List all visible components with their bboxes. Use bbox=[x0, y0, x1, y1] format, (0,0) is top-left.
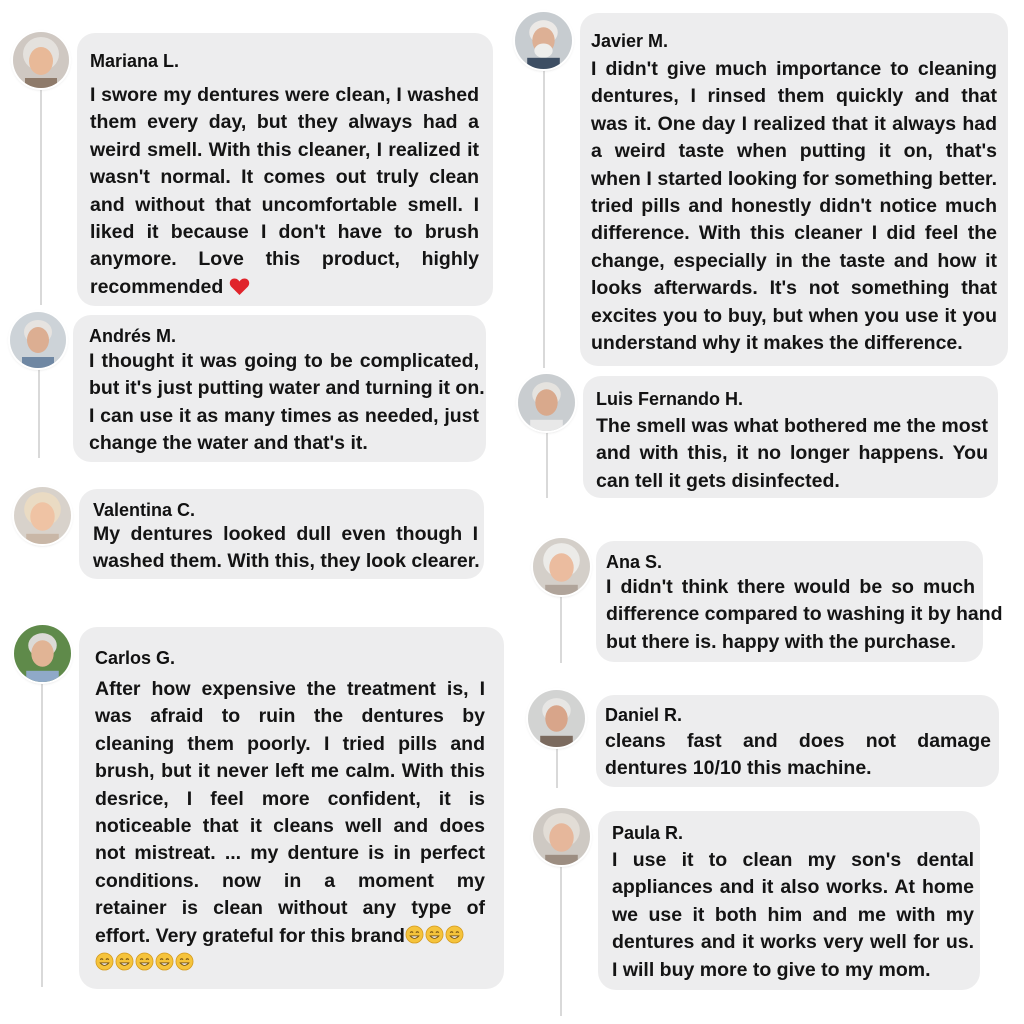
reviewer-name[interactable]: Javier M. bbox=[591, 31, 669, 51]
review-line: change the water and that's it. bbox=[89, 432, 368, 455]
review-line: but it's just putting water and turning it on. bbox=[89, 377, 485, 400]
reviewer-avatar[interactable] bbox=[13, 32, 69, 88]
review-text bbox=[95, 676, 485, 977]
smiling-face-emoji bbox=[445, 925, 464, 944]
review-line: cleans fast and does not damage bbox=[605, 730, 991, 752]
reviewer-avatar[interactable] bbox=[528, 690, 585, 747]
reviewer-name[interactable]: Andrés M. bbox=[89, 326, 177, 346]
review-line: dentures 10/10 this machine. bbox=[605, 757, 872, 780]
review-line: understand why it makes the difference. bbox=[591, 332, 963, 355]
elderly-woman-icon bbox=[533, 538, 590, 595]
elderly-man-icon bbox=[14, 625, 71, 682]
review-line bbox=[90, 274, 479, 304]
reviewer-avatar[interactable] bbox=[10, 312, 66, 368]
thread-line bbox=[41, 682, 43, 987]
review-card bbox=[77, 33, 493, 306]
review-line: conditions. now in a moment my bbox=[95, 869, 485, 892]
review-line: desrice, I feel more confident, it is bbox=[95, 787, 485, 810]
review-text bbox=[596, 413, 988, 495]
review-line: I swore my dentures were clean, I washed bbox=[90, 84, 479, 106]
review-line: I use it to clean my son's dental bbox=[612, 849, 974, 871]
review-line: was afraid to ruin the dentures by bbox=[95, 705, 485, 728]
review-line: was it. One day I realized that it always had bbox=[591, 112, 997, 135]
elderly-woman-icon bbox=[14, 487, 71, 544]
review-line: tried pills and honestly didn't notice much bbox=[591, 195, 997, 218]
review-line: wasn't normal. It comes out truly clean bbox=[90, 166, 479, 189]
review-line: After how expensive the treatment is, I bbox=[95, 678, 485, 700]
review-line: difference. With this cleaner I did feel the bbox=[591, 222, 997, 245]
review-line: noticeable that it cleans well and does bbox=[95, 815, 485, 838]
review-line: anymore. Love this product, highly bbox=[90, 248, 479, 271]
reviewer-avatar[interactable] bbox=[533, 808, 590, 865]
review-line: and without that uncomfortable smell. I bbox=[90, 193, 479, 216]
review-text bbox=[89, 348, 485, 458]
thread-line bbox=[560, 866, 562, 1016]
emoji-group bbox=[405, 925, 464, 944]
review-card bbox=[580, 13, 1008, 366]
review-line: excites you to buy, but when you use it you bbox=[591, 304, 997, 327]
smiling-face-emoji bbox=[155, 952, 174, 971]
review-line: change, especially in the taste and how it bbox=[591, 249, 997, 272]
review-line: retainer is clean without any type of bbox=[95, 897, 485, 920]
review-line: My dentures looked dull even though I bbox=[93, 523, 478, 545]
review-line: not mistreat. ... my denture is in perfect bbox=[95, 842, 485, 865]
review-line: dentures, I rinsed them quickly and that bbox=[591, 85, 997, 108]
review-line: brush, but it never left me calm. With this bbox=[95, 760, 485, 783]
reviewer-name[interactable]: Daniel R. bbox=[605, 705, 683, 725]
review-text bbox=[591, 56, 997, 357]
smiling-face-emoji bbox=[175, 952, 194, 971]
review-line: and with this, it no longer happens. You bbox=[596, 442, 988, 465]
review-text bbox=[90, 82, 479, 304]
review-line bbox=[95, 950, 485, 977]
review-card bbox=[79, 627, 504, 989]
review-line: cleaning them poorly. I tried pills and bbox=[95, 732, 485, 755]
review-line: I didn't give much importance to cleaning bbox=[591, 58, 997, 80]
review-line: washed them. With this, they look clearer. bbox=[93, 550, 480, 573]
review-line: appliances and it also works. At home bbox=[612, 876, 974, 899]
emoji-group bbox=[95, 952, 194, 971]
review-line bbox=[95, 923, 485, 950]
reviewer-name[interactable]: Paula R. bbox=[612, 823, 684, 843]
review-line: I didn't think there would be so much bbox=[606, 576, 975, 598]
review-line: them every day, but they always had a bbox=[90, 111, 479, 134]
review-card bbox=[598, 811, 980, 990]
thread-line bbox=[556, 746, 558, 788]
smiling-face-emoji bbox=[135, 952, 154, 971]
review-text bbox=[605, 728, 991, 783]
review-text bbox=[93, 521, 478, 576]
review-line: dentures and it works very well for us. bbox=[612, 931, 974, 954]
review-line: liked it because I don't have to brush bbox=[90, 221, 479, 244]
review-line: but there is. happy with the purchase. bbox=[606, 630, 956, 653]
thread-line bbox=[543, 68, 545, 368]
reviewer-name[interactable]: Valentina C. bbox=[93, 500, 196, 520]
thread-line bbox=[560, 595, 562, 663]
review-line-text: recommended bbox=[90, 275, 224, 298]
review-line: The smell was what bothered me the most bbox=[596, 415, 988, 437]
review-card bbox=[79, 489, 484, 579]
reviewer-name[interactable]: Ana S. bbox=[606, 552, 663, 572]
review-card bbox=[583, 376, 998, 498]
review-line-text: effort. Very grateful for this brand bbox=[95, 924, 405, 947]
red-heart-icon bbox=[229, 277, 250, 304]
smiling-face-emoji bbox=[425, 925, 444, 944]
thread-line bbox=[40, 90, 42, 305]
review-text bbox=[606, 574, 1003, 656]
review-line: when I started looking for something better. bbox=[591, 167, 997, 190]
review-card bbox=[73, 315, 486, 462]
elderly-man-icon bbox=[518, 374, 575, 431]
review-card bbox=[596, 541, 1003, 662]
elderly-woman-icon bbox=[533, 808, 590, 865]
elderly-woman-icon bbox=[13, 32, 69, 88]
reviewer-name[interactable]: Mariana L. bbox=[90, 51, 180, 71]
elderly-man-icon bbox=[515, 12, 572, 69]
review-line: looks afterwards. It's not something that bbox=[591, 277, 997, 300]
smiling-face-emoji bbox=[405, 925, 424, 944]
reviewer-name[interactable]: Carlos G. bbox=[95, 648, 176, 668]
smiling-face-emoji bbox=[115, 952, 134, 971]
review-line: I thought it was going to be complicated, bbox=[89, 350, 479, 372]
review-text bbox=[612, 847, 974, 984]
reviewer-avatar[interactable] bbox=[515, 12, 572, 69]
smiling-face-emoji bbox=[95, 952, 114, 971]
review-line: I will buy more to give to my mom. bbox=[612, 958, 931, 981]
review-line: difference compared to washing it by hand bbox=[606, 603, 1003, 626]
review-card bbox=[596, 695, 999, 787]
thread-line bbox=[546, 431, 548, 498]
review-line: I can use it as many times as needed, just bbox=[89, 404, 479, 427]
reviewer-avatar[interactable] bbox=[14, 625, 71, 682]
review-line: we use it both him and me with my bbox=[612, 903, 974, 926]
reviewer-avatar[interactable] bbox=[518, 374, 575, 431]
reviewer-avatar[interactable] bbox=[14, 487, 71, 544]
elderly-man-icon bbox=[528, 690, 585, 747]
thread-line bbox=[38, 368, 40, 458]
review-line: can tell it gets disinfected. bbox=[596, 469, 840, 492]
reviewer-avatar[interactable] bbox=[533, 538, 590, 595]
elderly-man-icon bbox=[10, 312, 66, 368]
reviewer-name[interactable]: Luis Fernando H. bbox=[596, 389, 744, 409]
review-line: weird smell. With this cleaner, I realized it bbox=[90, 138, 479, 161]
review-line: a weird taste when putting it on, that's bbox=[591, 140, 997, 163]
